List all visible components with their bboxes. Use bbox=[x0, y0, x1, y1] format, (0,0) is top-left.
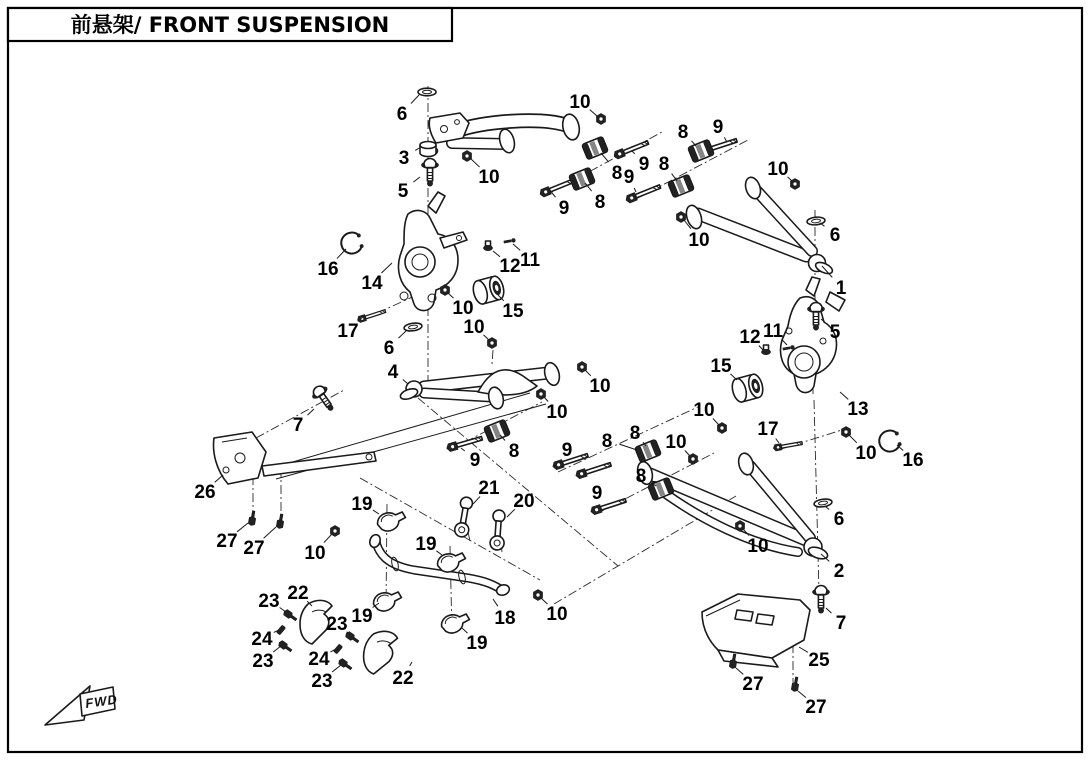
callout-9: 9 bbox=[638, 154, 650, 175]
callout-24: 24 bbox=[308, 649, 330, 670]
washer-icon bbox=[418, 88, 436, 96]
callout-leader-23 bbox=[273, 646, 281, 652]
callout-9: 9 bbox=[561, 440, 573, 461]
clamp-icon bbox=[440, 612, 471, 634]
callout-10: 10 bbox=[304, 543, 326, 564]
callout-11: 11 bbox=[519, 250, 541, 271]
callout-17: 17 bbox=[757, 419, 779, 440]
bushing-icon bbox=[569, 167, 595, 190]
callout-4: 4 bbox=[387, 362, 399, 383]
callout-10: 10 bbox=[546, 402, 568, 423]
callout-10: 10 bbox=[589, 376, 611, 397]
callout-leader-6 bbox=[398, 331, 406, 338]
callout-22: 22 bbox=[287, 583, 309, 604]
callout-10: 10 bbox=[463, 317, 485, 338]
callout-leader-18 bbox=[493, 599, 498, 606]
bolt-icon bbox=[357, 308, 387, 323]
nut-icon bbox=[441, 285, 450, 296]
nut-icon bbox=[463, 151, 472, 162]
callout-19: 19 bbox=[466, 633, 488, 654]
stabilizer-link-icon bbox=[454, 496, 475, 538]
callout-leader-27 bbox=[264, 527, 276, 538]
callout-27: 27 bbox=[216, 531, 238, 552]
page-title: 前悬架/ FRONT SUSPENSION bbox=[70, 13, 390, 37]
callout-10: 10 bbox=[688, 230, 710, 251]
callout-6: 6 bbox=[383, 338, 395, 359]
callout-8: 8 bbox=[658, 154, 670, 175]
bolt-icon bbox=[773, 440, 803, 451]
callout-7: 7 bbox=[292, 415, 304, 436]
callout-15: 15 bbox=[502, 301, 524, 322]
callout-23: 23 bbox=[252, 651, 274, 672]
callout-25: 25 bbox=[808, 650, 830, 671]
callout-20: 20 bbox=[513, 491, 535, 512]
callout-16: 16 bbox=[317, 259, 339, 280]
callout-leader-6 bbox=[411, 95, 419, 104]
part-knuckle-left bbox=[398, 192, 467, 311]
callout-8: 8 bbox=[601, 431, 613, 452]
callout-leader-10 bbox=[849, 435, 857, 443]
spacer-icon bbox=[276, 625, 285, 635]
callout-6: 6 bbox=[396, 104, 408, 125]
callout-9: 9 bbox=[469, 450, 481, 471]
callout-10: 10 bbox=[665, 432, 687, 453]
callout-19: 19 bbox=[351, 494, 373, 515]
callout-12: 12 bbox=[739, 327, 761, 348]
axis-line bbox=[492, 350, 493, 364]
part-upper-arm-left bbox=[423, 113, 582, 156]
callout-leader-9 bbox=[634, 188, 636, 192]
callout-2: 2 bbox=[833, 561, 845, 582]
fwd-label: FWD bbox=[84, 691, 119, 711]
callout-leader-5 bbox=[413, 177, 420, 182]
callout-21: 21 bbox=[478, 478, 500, 499]
nut-icon bbox=[597, 114, 606, 125]
callout-leader-9 bbox=[632, 151, 635, 154]
callout-12: 12 bbox=[499, 256, 521, 277]
callout-27: 27 bbox=[243, 538, 265, 559]
washer-icon bbox=[404, 322, 423, 332]
callout-leader-7 bbox=[826, 608, 831, 613]
callout-8: 8 bbox=[611, 163, 623, 184]
callout-leader-9 bbox=[552, 193, 556, 197]
callout-leader-10 bbox=[544, 397, 548, 401]
part-skid-plate-25 bbox=[702, 594, 810, 667]
part-pivot-3 bbox=[420, 142, 436, 157]
callout-18: 18 bbox=[494, 608, 516, 629]
callout-leader-8 bbox=[601, 153, 609, 162]
callout-13: 13 bbox=[847, 399, 869, 420]
callout-10: 10 bbox=[855, 443, 877, 464]
bushing-icon bbox=[484, 419, 510, 442]
callout-10: 10 bbox=[693, 400, 715, 421]
stabilizer-link-icon bbox=[490, 510, 507, 551]
callout-leader-10 bbox=[324, 534, 332, 543]
callout-leader-23 bbox=[332, 665, 341, 672]
callout-leader-7 bbox=[307, 409, 314, 415]
bearing-icon bbox=[730, 373, 765, 404]
bolt-icon bbox=[575, 461, 612, 480]
callout-leader-23 bbox=[280, 607, 286, 612]
part-bracket-26 bbox=[214, 432, 376, 484]
callout-22: 22 bbox=[392, 668, 414, 689]
callout-6: 6 bbox=[833, 509, 845, 530]
callout-9: 9 bbox=[623, 167, 635, 188]
callout-10: 10 bbox=[569, 92, 591, 113]
small-bolt-icon bbox=[248, 511, 257, 526]
fwd-marker bbox=[45, 686, 119, 725]
callout-6: 6 bbox=[829, 225, 841, 246]
callout-27: 27 bbox=[742, 674, 764, 695]
callout-leader-8 bbox=[619, 444, 637, 450]
nut-icon bbox=[534, 590, 543, 601]
axis-line bbox=[814, 400, 819, 592]
callout-19: 19 bbox=[351, 606, 373, 627]
axis-line bbox=[554, 496, 736, 604]
callout-14: 14 bbox=[361, 273, 383, 294]
bushing-icon bbox=[688, 139, 714, 162]
callout-leader-27 bbox=[237, 523, 248, 532]
callout-7: 7 bbox=[835, 613, 847, 634]
callout-leader-14 bbox=[381, 263, 392, 273]
callout-8: 8 bbox=[508, 441, 520, 462]
callout-26: 26 bbox=[194, 482, 216, 503]
bearing-icon bbox=[471, 275, 506, 306]
callout-leader-26 bbox=[215, 475, 223, 482]
axis-line bbox=[418, 398, 618, 566]
callout-leader-4 bbox=[403, 380, 408, 384]
part-lower-arm-right bbox=[635, 452, 829, 562]
ball-joint-icon bbox=[422, 159, 439, 187]
callout-leader-22 bbox=[410, 662, 412, 666]
callout-9: 9 bbox=[558, 198, 570, 219]
callout-10: 10 bbox=[478, 167, 500, 188]
nut-icon bbox=[488, 338, 497, 349]
clamp-icon bbox=[372, 590, 403, 612]
callout-23: 23 bbox=[258, 591, 280, 612]
small-bolt-icon bbox=[276, 514, 285, 529]
callout-27: 27 bbox=[805, 697, 827, 718]
small-bolt-icon bbox=[337, 658, 353, 672]
grease-fitting-icon bbox=[484, 241, 493, 251]
callout-1: 1 bbox=[835, 278, 847, 299]
callout-leader-9 bbox=[461, 448, 465, 451]
callout-leader-25 bbox=[799, 647, 808, 652]
nut-icon bbox=[791, 179, 800, 190]
clamp-icon bbox=[376, 510, 407, 532]
circlip-icon bbox=[877, 428, 903, 454]
callout-8: 8 bbox=[594, 192, 606, 213]
callout-5: 5 bbox=[829, 322, 841, 343]
callout-leader-10 bbox=[590, 110, 597, 116]
callout-10: 10 bbox=[747, 536, 769, 557]
callout-leader-10 bbox=[585, 370, 591, 376]
callout-8: 8 bbox=[677, 122, 689, 143]
callout-10: 10 bbox=[767, 159, 789, 180]
washer-icon bbox=[814, 498, 833, 508]
callout-15: 15 bbox=[710, 356, 732, 377]
spacer-icon bbox=[333, 644, 342, 654]
callout-leader-19 bbox=[436, 551, 442, 555]
bushing-icon bbox=[668, 174, 694, 197]
title-block bbox=[8, 8, 452, 41]
callout-8: 8 bbox=[629, 423, 641, 444]
callout-leader-19 bbox=[373, 510, 379, 514]
callout-9: 9 bbox=[712, 117, 724, 138]
callout-23: 23 bbox=[326, 614, 348, 635]
screw-icon bbox=[504, 238, 516, 244]
callout-leader-16 bbox=[337, 249, 346, 259]
callout-17: 17 bbox=[337, 321, 359, 342]
callout-11: 11 bbox=[762, 321, 784, 342]
part-upper-arm-right bbox=[684, 175, 834, 276]
callout-10: 10 bbox=[452, 298, 474, 319]
callout-3: 3 bbox=[398, 148, 410, 169]
callout-5: 5 bbox=[397, 181, 409, 202]
callout-16: 16 bbox=[902, 450, 924, 471]
callout-9: 9 bbox=[591, 483, 603, 504]
callout-24: 24 bbox=[251, 629, 273, 650]
small-bolt-icon bbox=[791, 677, 800, 692]
callout-8: 8 bbox=[635, 466, 647, 487]
callout-23: 23 bbox=[311, 671, 333, 692]
callout-10: 10 bbox=[546, 604, 568, 625]
washer-icon bbox=[807, 216, 826, 225]
callout-19: 19 bbox=[415, 534, 437, 555]
callout-leader-10 bbox=[470, 158, 480, 167]
